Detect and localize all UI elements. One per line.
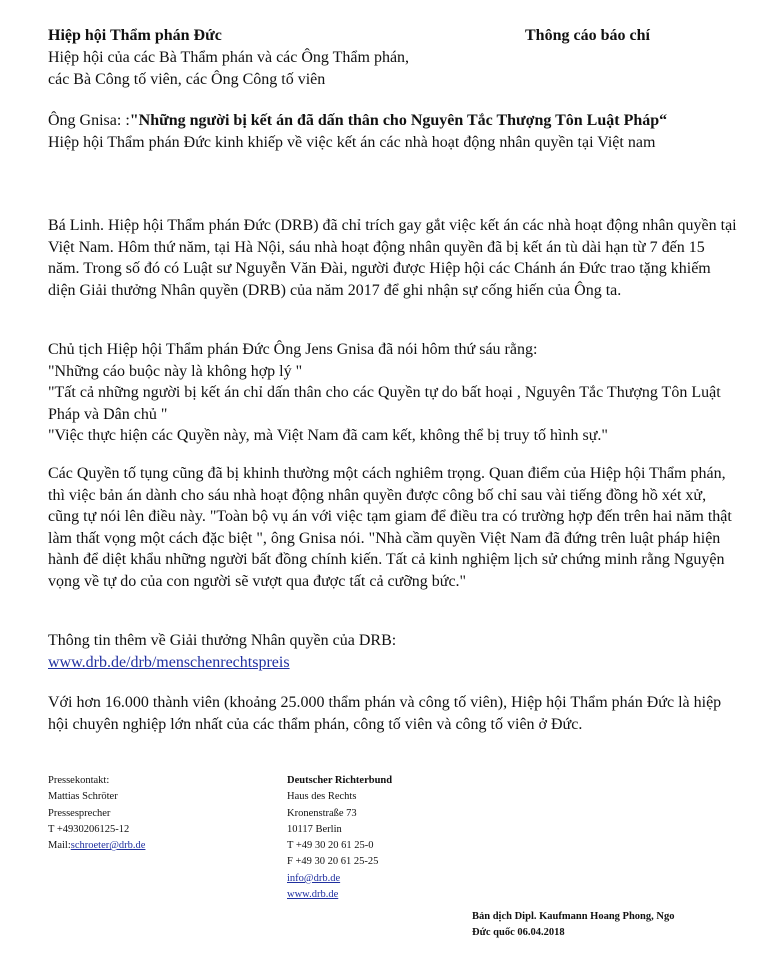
translation-credit-line-1: Bản dịch Dipl. Kaufmann Hoang Phong, Ngo [472,911,675,922]
headline [48,110,718,153]
translation-credit-line-2: Đức quốc 06.04.2018 [472,927,565,938]
press-contact-mail-label: Mail: [48,840,71,852]
paragraph-2-intro: Chủ tịch Hiệp hội Thẩm phán Đức Ông Jens Gnisa đã nói hôm thứ sáu rằng: [48,341,538,358]
org-subtitle-line-1: Hiệp hội của các Bà Thẩm phán và các Ông Thẩm phán, [48,49,410,66]
paragraph-4-intro: Thông tin thêm về Giải thưởng Nhân quyền của DRB: [48,632,397,649]
address-line-2: Kronenstraße 73 [287,807,357,819]
translation-credit [472,909,674,941]
paragraph-2 [48,339,738,447]
organization-phone: T +49 30 20 61 25-0 [287,840,374,852]
press-contact-label: Pressekontakt: [48,775,110,786]
paragraph-4 [48,630,738,673]
paragraph-3-text: Các Quyền tố tụng cũng đã bị khinh thường một cách nghiêm trọng. Quan điểm của Hiệp hội Thẩm phán, thì việc bản án dành cho sáu nhà hoạt động nhân quyền được công bố chỉ sau vài tiếng đồng hồ xét xử, cũng tự nói lên điều này. "Toàn bộ vụ án với việc tạm giam để điều tra có trường hợp đến trên hai năm thật làm thất vọng một cách đặc biệt ", ông Gnisa nói. "Nhà cầm quyền Việt Nam đã đứng trên luật pháp hiện hành để diệt khẩu những người bất đồng chính kiến. Tất cả kinh nghiệm lịch sử chứng minh rằng Nguyện vọng về tự do của con người sẽ vượt qua được tất cả cưỡng bức." [48,465,732,590]
organization-web-link[interactable]: www.drb.de [287,889,339,901]
address-line-1: Haus des Rechts [287,791,357,803]
organization-name: Deutscher Richterbund [287,775,393,786]
paragraph-1 [48,215,738,301]
address-line-3: 10117 Berlin [287,823,342,835]
press-contact-email-link[interactable]: schroeter@drb.de [70,840,146,852]
organization-email-link[interactable]: info@drb.de [287,872,341,884]
paragraph-1-text: Bá Linh. Hiệp hội Thẩm phán Đức (DRB) đã chỉ trích gay gắt việc kết án các nhà hoạt động nhân quyền tại Việt Nam. Hôm thứ năm, tại Hà Nội, sáu nhà hoạt động nhân quyền đã bị kết án tù dài hạn từ 7 đến 15 năm. Trong số đó có Luật sư Nguyễn Văn Đài, người được Hiệp hội các Chánh án Đức trao tặng khiếm diện Giải thưởng Nhân quyền (DRB) của năm 2017 để ghi nhận sự cống hiến của Ông ta. [48,217,737,299]
press-contact-name: Mattias Schröter [48,791,118,803]
org-subtitle-line-2: các Bà Công tố viên, các Ông Công tố viên [48,70,326,88]
headline-quote: "Những người bị kết án đã dấn thân cho Nguyên Tắc Thượng Tôn Luật Pháp“ [129,112,668,129]
press-release-label: Thông cáo báo chí [525,27,650,44]
organization-address [287,773,392,903]
subheadline: Hiệp hội Thẩm phán Đức kinh khiếp về việc kết án các nhà hoạt động nhân quyền tại Việt nam [48,133,656,151]
headline-prefix: Ông Gnisa: : [48,112,130,129]
prize-info-link[interactable]: www.drb.de/drb/menschenrechtspreis [48,653,290,671]
org-subtitle [48,47,738,90]
quote-3: "Việc thực hiện các Quyền này, mà Việt Nam đã cam kết, không thể bị truy tố hình sự." [48,427,608,444]
paragraph-5 [48,692,738,735]
quote-1: "Những cáo buộc này là không hợp lý " [48,362,303,380]
paragraph-5-text: Với hơn 16.000 thành viên (khoảng 25.000 thẩm phán và công tố viên), Hiệp hội Thẩm phán Đức là hiệp hội chuyên nghiệp lớn nhất của các thẩm phán, công tố viên và công tố viên ở Đức. [48,694,722,733]
org-title: Hiệp hội Thẩm phán Đức [48,27,222,44]
press-contact [48,773,145,854]
headline-line [48,110,718,132]
press-contact-phone: T +4930206125-12 [48,823,130,835]
paragraph-3 [48,463,738,592]
quote-2: "Tất cả những người bị kết án chỉ dấn thân cho các Quyền tự do bất hoại , Nguyên Tắc Thượng Tôn Luật Pháp và Dân chủ " [48,384,721,423]
organization-fax: F +49 30 20 61 25-25 [287,856,379,868]
press-contact-role: Pressesprecher [48,807,111,819]
